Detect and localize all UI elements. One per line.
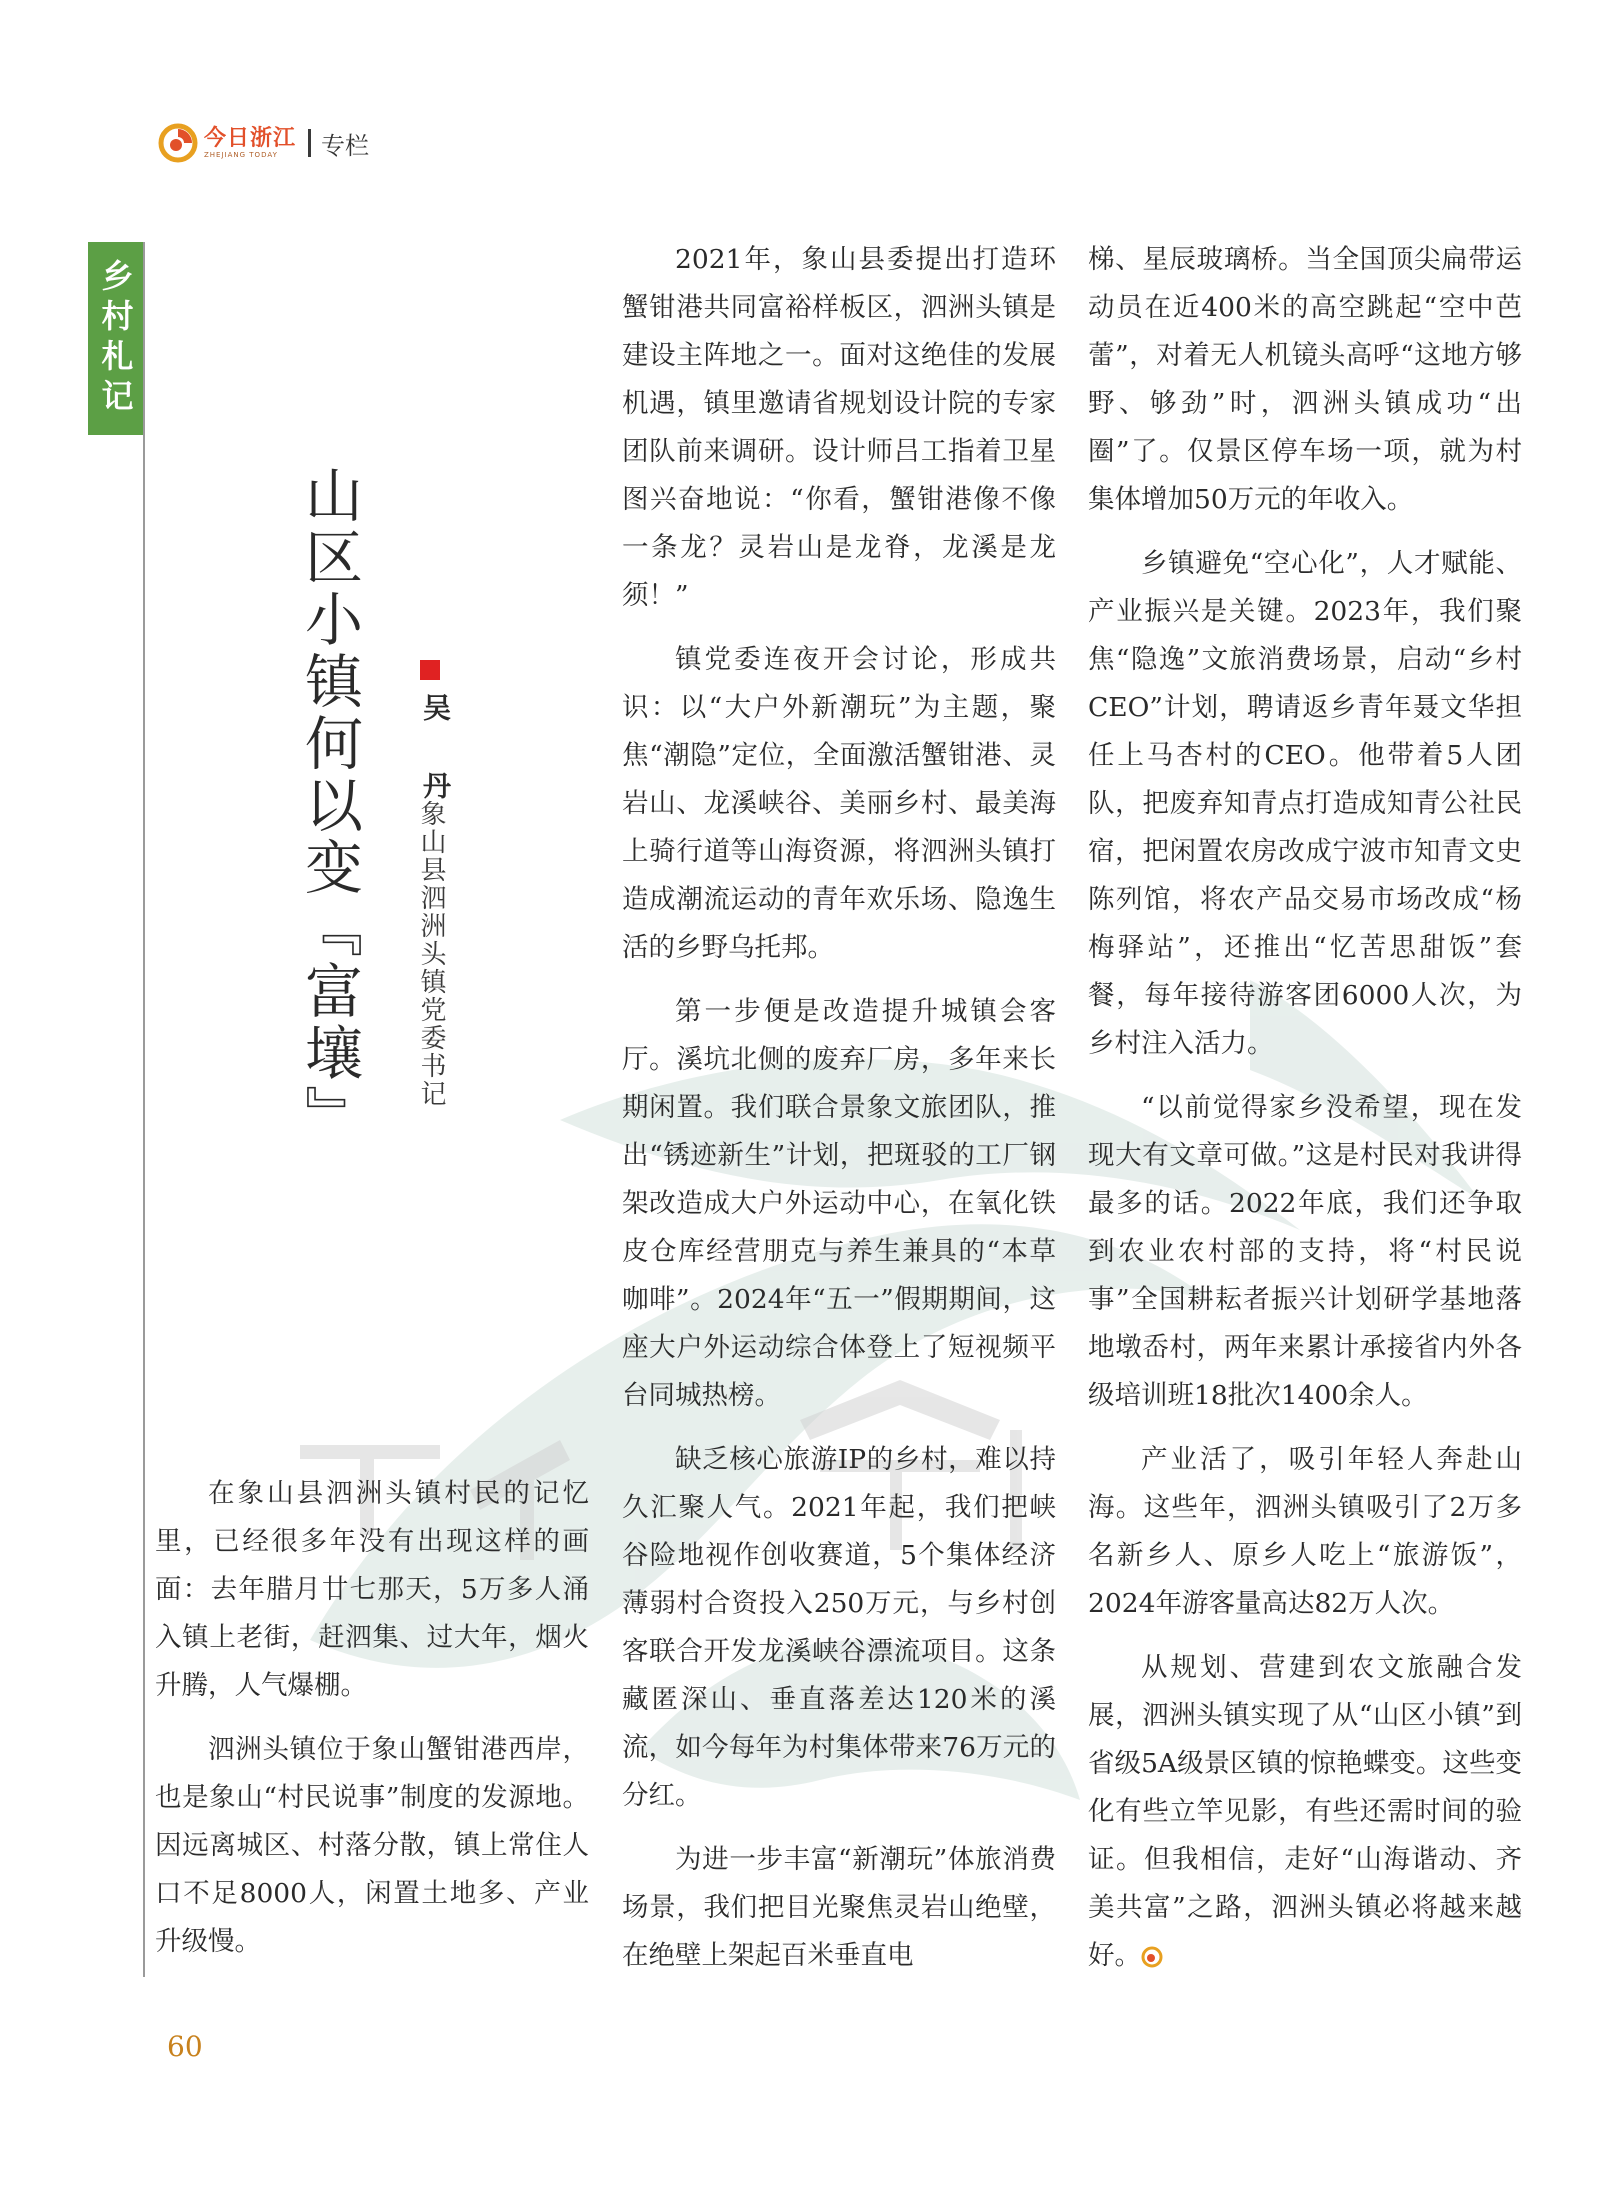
- paragraph: 2021年，象山县委提出打造环蟹钳港共同富裕样板区，泗洲头镇是建设主阵地之一。面对这绝佳的发展机遇，镇里邀请省规划设计院的专家团队前来调研。设计师吕工指着卫星图兴奋地说：“你看，蟹钳港像不像一条龙？灵岩山是龙脊，龙溪是龙须！”: [622, 244, 1056, 611]
- paragraph: 镇党委连夜开会讨论，形成共识：以“大户外新潮玩”为主题，聚焦“潮隐”定位，全面激活蟹钳港、灵岩山、龙溪峡谷、美丽乡村、最美海上骑行道等山海资源，将泗洲头镇打造成潮流运动的青年欢乐场、隐逸生活的乡野乌托邦。: [622, 644, 1056, 963]
- page-number: 60: [167, 2030, 203, 2063]
- text-column-1: [155, 1470, 589, 1982]
- author-name: 吴 丹: [419, 693, 452, 819]
- column-tag-label: 乡村札记: [96, 258, 135, 419]
- left-vertical-rule: [143, 242, 145, 1977]
- section-name: 专栏: [321, 131, 370, 160]
- paragraph: “以前觉得家乡没希望，现在发现大有文章可做。”这是村民对我讲得最多的话。2022年底，我们还争取到农业农村部的支持，将“村民说事”全国耕耘者振兴计划研学基地落地墩岙村，两年来累计承接省内外各级培训班18批次1400余人。: [1088, 1092, 1522, 1411]
- zhejiang-today-logo-icon: [158, 123, 198, 163]
- paragraph: 泗洲头镇位于象山蟹钳港西岸，也是象山“村民说事”制度的发源地。因远离城区、村落分散，镇上常住人口不足8000人，闲置土地多、产业升级慢。: [155, 1734, 589, 1957]
- end-of-article-icon: [1141, 1946, 1163, 1968]
- paragraph: 在象山县泗洲头镇村民的记忆里，已经很多年没有出现这样的画面：去年腊月廿七那天，5万多人涌入镇上老街，赶泗集、过大年，烟火升腾，人气爆棚。: [155, 1478, 589, 1701]
- paragraph: 乡镇避免“空心化”，人才赋能、产业振兴是关键。2023年，我们聚焦“隐逸”文旅消费场景，启动“乡村CEO”计划，聘请返乡青年聂文华担任上马杏村的CEO。他带着5人团队，把废弃知青点打造成知青公社民宿，把闲置农房改成宁波市知青文史陈列馆，将农产品交易市场改成“杨梅驿站”，还推出“忆苦思甜饭”套餐，每年接待游客团6000人次，为乡村注入活力。: [1088, 548, 1522, 1059]
- paragraph: 梯、星辰玻璃桥。当全国顶尖扁带运动员在近400米的高空跳起“空中芭蕾”，对着无人机镜头高呼“这地方够野、够劲”时，泗洲头镇成功“出圈”了。仅景区停车场一项，就为村集体增加50万元的年收入。: [1088, 244, 1522, 515]
- text-column-3: [1088, 236, 1522, 1996]
- paragraph: 缺乏核心旅游IP的乡村，难以持久汇聚人气。2021年起，我们把峡谷险地视作创收赛道，5个集体经济薄弱村合资投入250万元，与乡村创客联合开发龙溪峡谷漂流项目。这条藏匿深山、垂直落差达120米的溪流，如今每年为村集体带来76万元的分红。: [622, 1444, 1056, 1811]
- column-tag: [88, 242, 143, 435]
- logo-en-text: ZHEJIANG TODAY: [204, 151, 278, 159]
- author-role: 象山县泗洲头镇党委书记: [416, 800, 446, 1108]
- logo-cn-text: 今日浙江: [204, 125, 297, 151]
- paragraph: 第一步便是改造提升城镇会客厅。溪坑北侧的废弃厂房，多年来长期闲置。我们联合景象文旅团队，推出“锈迹新生”计划，把斑驳的工厂钢架改造成大户外运动中心，在氧化铁皮仓库经营朋克与养生兼具的“本草咖啡”。2024年“五一”假期期间，这座大户外运动综合体登上了短视频平台同城热榜。: [622, 996, 1056, 1411]
- article-title: 山区小镇何以变『富壤』: [295, 465, 363, 1147]
- paragraph-last: [1088, 1644, 1522, 1980]
- paragraph: 为进一步丰富“新潮玩”体旅消费场景，我们把目光聚焦灵岩山绝壁，在绝壁上架起百米垂直电: [622, 1844, 1056, 1971]
- text-column-2: [622, 236, 1056, 1996]
- paragraph-text: 从规划、营建到农文旅融合发展，泗洲头镇实现了从“山区小镇”到省级5A级景区镇的惊艳蝶变。这些变化有些立竿见影，有些还需时间的验证。但我相信，走好“山海谐动、齐美共富”之路，泗洲头镇必将越来越好。: [1088, 1652, 1522, 1971]
- paragraph: 产业活了，吸引年轻人奔赴山海。这些年，泗洲头镇吸引了2万多名新乡人、原乡人吃上“旅游饭”，2024年游客量高达82万人次。: [1088, 1444, 1522, 1619]
- header-divider: [308, 129, 311, 157]
- page-header: [158, 118, 369, 168]
- author-marker: [420, 660, 440, 680]
- logo-wordmark: [204, 127, 296, 159]
